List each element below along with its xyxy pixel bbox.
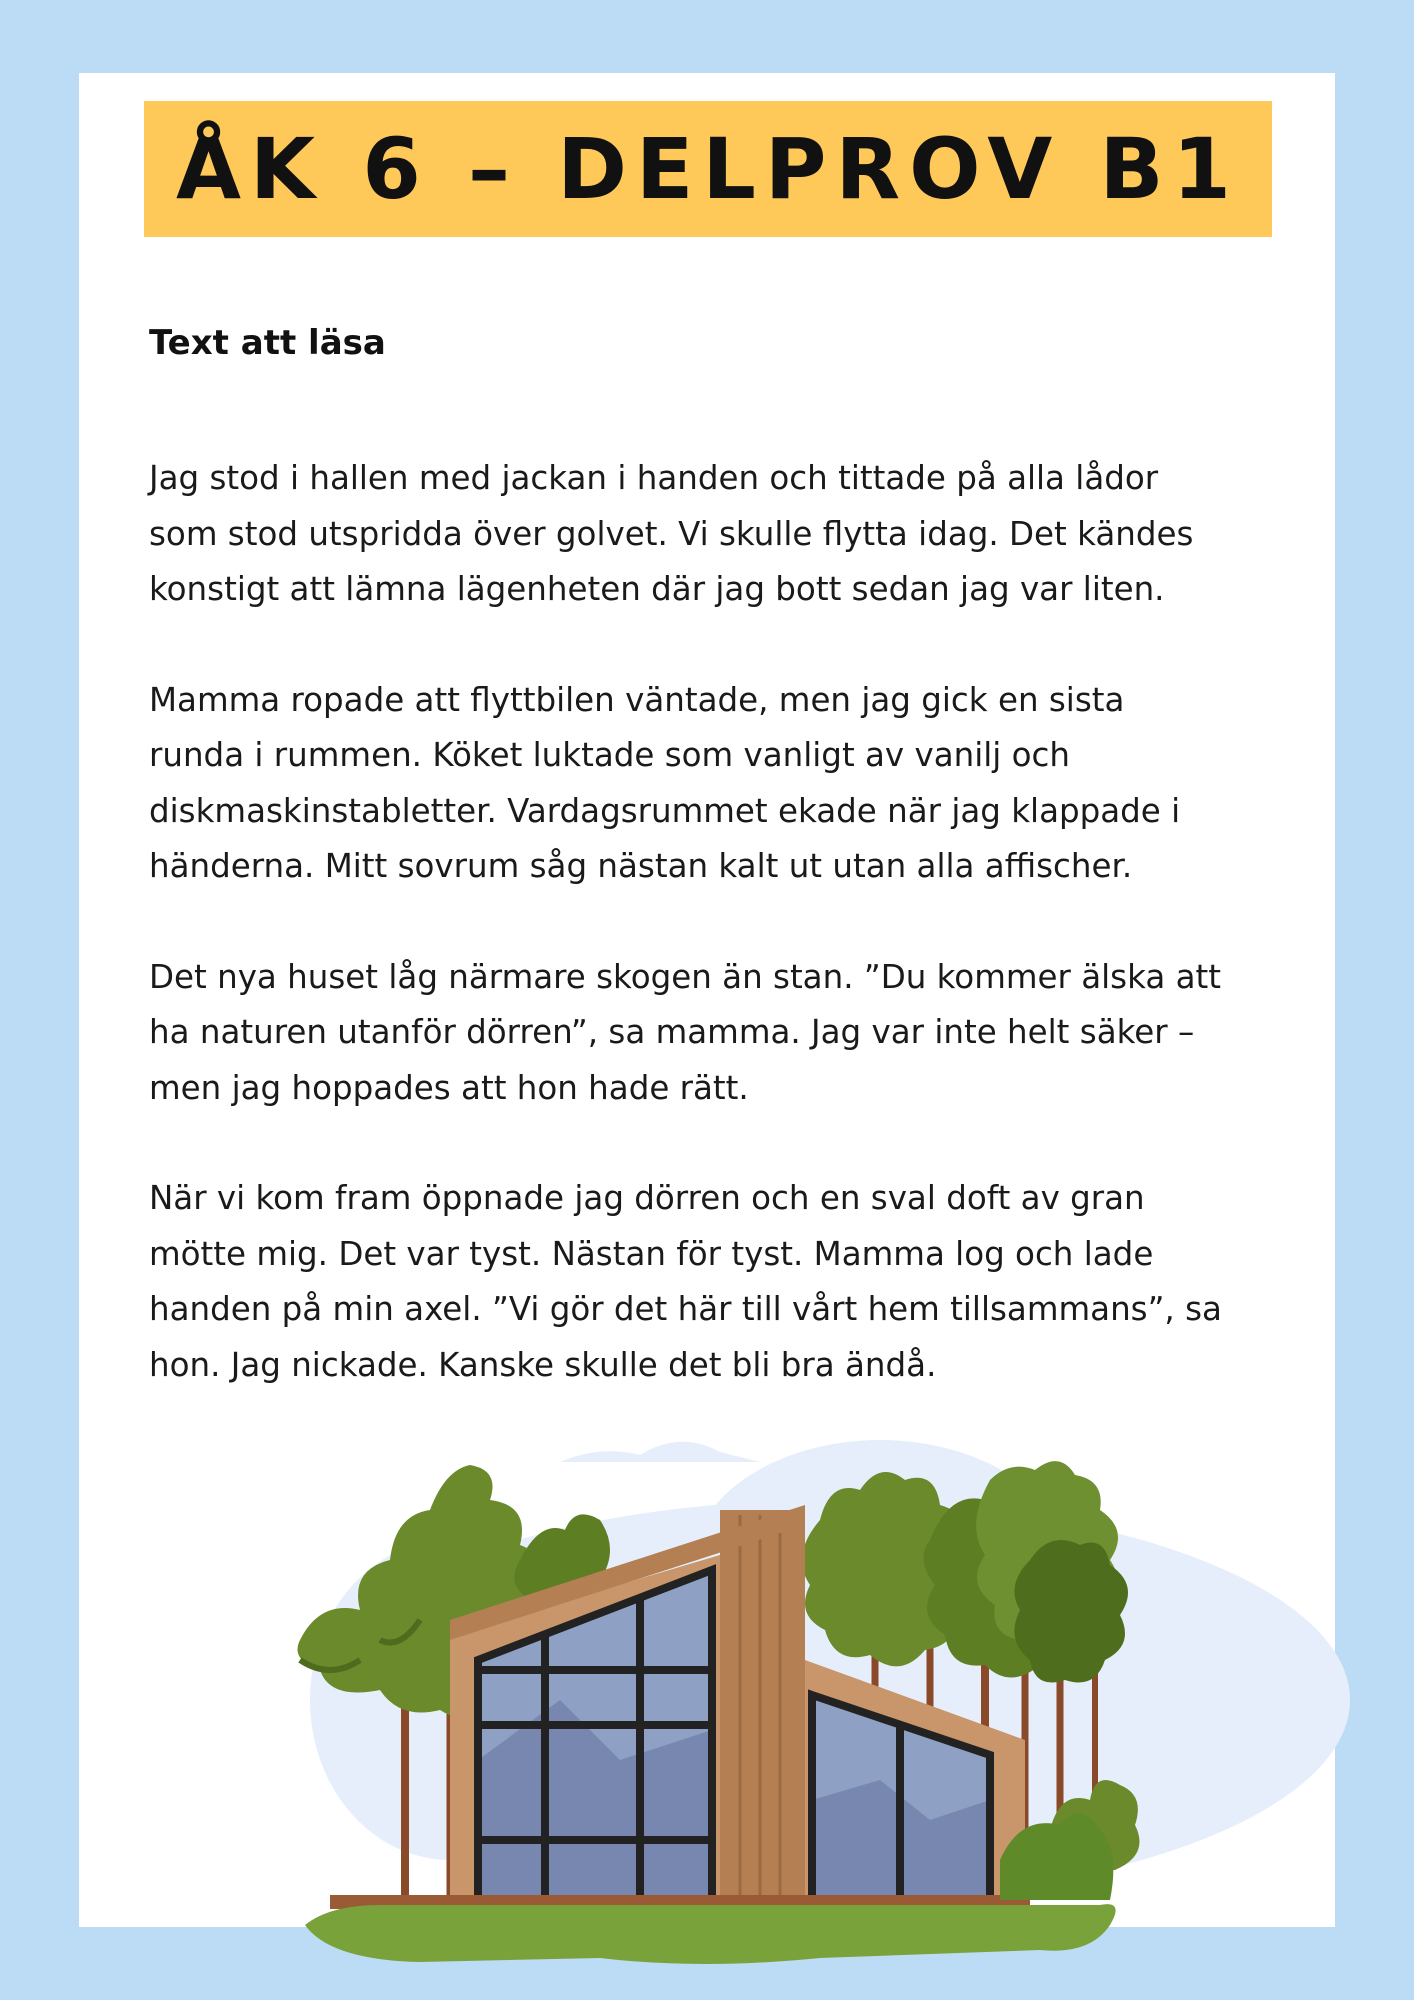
text-line: När vi kom fram öppnade jag dörren och en sval doft av gran xyxy=(149,1179,1145,1217)
text-line: runda i rummen. Köket luktade som vanligt av vanilj och xyxy=(149,736,1071,774)
text-line: Det nya huset låg närmare skogen än stan. ”Du kommer älska att xyxy=(149,957,1221,996)
text-line: diskmaskinstabletter. Vardagsrummet ekade när jag klappade i xyxy=(149,791,1181,830)
text-line: Jag stod i hallen med jackan i handen och tittade på alla lådor xyxy=(149,459,1159,497)
section-heading: Text att läsa xyxy=(149,323,386,363)
text-line: händerna. Mitt sovrum såg nästan kalt ut utan alla affischer. xyxy=(149,847,1133,885)
text-line: ha naturen utanför dörren”, sa mamma. Jag var inte helt säker – xyxy=(149,1013,1195,1051)
text-line: konstigt att lämna lägenheten där jag bott sedan jag var liten. xyxy=(149,570,1165,608)
title-banner xyxy=(144,101,1272,237)
text-line: men jag hoppades att hon hade rätt. xyxy=(149,1068,749,1107)
text-line: handen på min axel. ”Vi gör det här till vårt hem tillsammans”, sa xyxy=(149,1290,1222,1328)
paragraph-3 xyxy=(149,950,1289,1117)
paragraph-1 xyxy=(149,451,1289,618)
page-title: ÅK 6 – DELPROV B1 xyxy=(175,120,1241,218)
text-line: Mamma ropade att flyttbilen väntade, men jag gick en sista xyxy=(149,680,1125,719)
text-line: hon. Jag nickade. Kanske skulle det bli bra ändå. xyxy=(149,1345,937,1384)
paragraph-4 xyxy=(149,1171,1289,1393)
reading-text xyxy=(149,451,1289,1448)
worksheet-page xyxy=(79,73,1335,1927)
text-line: mötte mig. Det var tyst. Nästan för tyst. Mamma log och lade xyxy=(149,1234,1154,1273)
text-line: som stod utspridda över golvet. Vi skulle flytta idag. Det kändes xyxy=(149,514,1194,553)
paragraph-2 xyxy=(149,673,1289,895)
